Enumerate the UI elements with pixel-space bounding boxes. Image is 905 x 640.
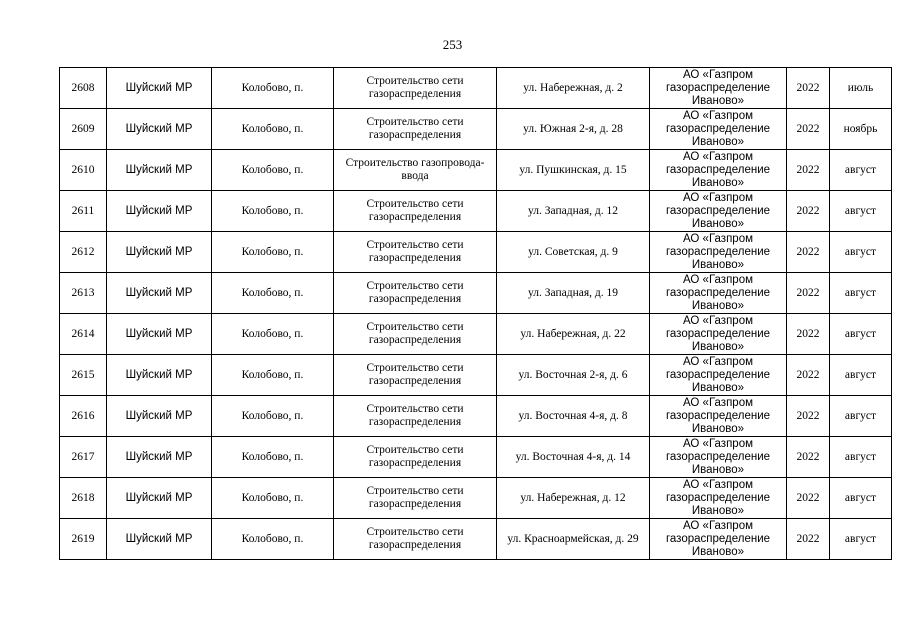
year-cell: 2022 <box>787 273 830 314</box>
year-cell: 2022 <box>787 396 830 437</box>
locality-cell: Колобово, п. <box>212 191 334 232</box>
district-cell: Шуйский МР <box>107 437 212 478</box>
organization-cell: АО «Газпром газораспределение Иваново» <box>650 314 787 355</box>
address-cell: ул. Восточная 2-я, д. 6 <box>497 355 650 396</box>
work-type-cell: Строительство сети газораспределения <box>334 273 497 314</box>
locality-cell: Колобово, п. <box>212 519 334 560</box>
address-cell: ул. Западная, д. 12 <box>497 191 650 232</box>
gas-works-table <box>59 67 892 560</box>
table-row <box>60 355 892 396</box>
address-cell: ул. Советская, д. 9 <box>497 232 650 273</box>
organization-cell: АО «Газпром газораспределение Иваново» <box>650 273 787 314</box>
district-cell: Шуйский МР <box>107 68 212 109</box>
month-cell: август <box>830 519 892 560</box>
year-cell: 2022 <box>787 191 830 232</box>
work-type-cell: Строительство сети газораспределения <box>334 437 497 478</box>
address-cell: ул. Набережная, д. 12 <box>497 478 650 519</box>
work-type-cell: Строительство сети газораспределения <box>334 109 497 150</box>
row-number-cell: 2612 <box>60 232 107 273</box>
organization-cell: АО «Газпром газораспределение Иваново» <box>650 68 787 109</box>
table-row <box>60 232 892 273</box>
district-cell: Шуйский МР <box>107 191 212 232</box>
row-number-cell: 2608 <box>60 68 107 109</box>
district-cell: Шуйский МР <box>107 109 212 150</box>
month-cell: август <box>830 314 892 355</box>
row-number-cell: 2610 <box>60 150 107 191</box>
year-cell: 2022 <box>787 478 830 519</box>
address-cell: ул. Набережная, д. 22 <box>497 314 650 355</box>
year-cell: 2022 <box>787 355 830 396</box>
organization-cell: АО «Газпром газораспределение Иваново» <box>650 109 787 150</box>
month-cell: август <box>830 273 892 314</box>
work-type-cell: Строительство газопровода-ввода <box>334 150 497 191</box>
locality-cell: Колобово, п. <box>212 478 334 519</box>
locality-cell: Колобово, п. <box>212 273 334 314</box>
work-type-cell: Строительство сети газораспределения <box>334 519 497 560</box>
row-number-cell: 2615 <box>60 355 107 396</box>
table-row <box>60 150 892 191</box>
month-cell: август <box>830 478 892 519</box>
table-row <box>60 109 892 150</box>
district-cell: Шуйский МР <box>107 232 212 273</box>
row-number-cell: 2611 <box>60 191 107 232</box>
work-type-cell: Строительство сети газораспределения <box>334 478 497 519</box>
locality-cell: Колобово, п. <box>212 232 334 273</box>
table-row <box>60 273 892 314</box>
year-cell: 2022 <box>787 314 830 355</box>
month-cell: ноябрь <box>830 109 892 150</box>
month-cell: август <box>830 355 892 396</box>
month-cell: июль <box>830 68 892 109</box>
row-number-cell: 2619 <box>60 519 107 560</box>
organization-cell: АО «Газпром газораспределение Иваново» <box>650 150 787 191</box>
year-cell: 2022 <box>787 232 830 273</box>
organization-cell: АО «Газпром газораспределение Иваново» <box>650 519 787 560</box>
locality-cell: Колобово, п. <box>212 150 334 191</box>
year-cell: 2022 <box>787 150 830 191</box>
row-number-cell: 2613 <box>60 273 107 314</box>
table-row <box>60 437 892 478</box>
work-type-cell: Строительство сети газораспределения <box>334 396 497 437</box>
district-cell: Шуйский МР <box>107 314 212 355</box>
locality-cell: Колобово, п. <box>212 396 334 437</box>
organization-cell: АО «Газпром газораспределение Иваново» <box>650 396 787 437</box>
row-number-cell: 2609 <box>60 109 107 150</box>
district-cell: Шуйский МР <box>107 273 212 314</box>
page-number: 253 <box>442 37 463 52</box>
district-cell: Шуйский МР <box>107 150 212 191</box>
locality-cell: Колобово, п. <box>212 355 334 396</box>
work-type-cell: Строительство сети газораспределения <box>334 355 497 396</box>
row-number-cell: 2616 <box>60 396 107 437</box>
address-cell: ул. Южная 2-я, д. 28 <box>497 109 650 150</box>
year-cell: 2022 <box>787 519 830 560</box>
year-cell: 2022 <box>787 68 830 109</box>
locality-cell: Колобово, п. <box>212 109 334 150</box>
organization-cell: АО «Газпром газораспределение Иваново» <box>650 478 787 519</box>
table-row <box>60 396 892 437</box>
work-type-cell: Строительство сети газораспределения <box>334 191 497 232</box>
work-type-cell: Строительство сети газораспределения <box>334 68 497 109</box>
table-row <box>60 519 892 560</box>
address-cell: ул. Набережная, д. 2 <box>497 68 650 109</box>
address-cell: ул. Восточная 4-я, д. 8 <box>497 396 650 437</box>
address-cell: ул. Восточная 4-я, д. 14 <box>497 437 650 478</box>
row-number-cell: 2617 <box>60 437 107 478</box>
year-cell: 2022 <box>787 437 830 478</box>
table-row <box>60 191 892 232</box>
district-cell: Шуйский МР <box>107 519 212 560</box>
month-cell: август <box>830 232 892 273</box>
district-cell: Шуйский МР <box>107 478 212 519</box>
locality-cell: Колобово, п. <box>212 68 334 109</box>
organization-cell: АО «Газпром газораспределение Иваново» <box>650 355 787 396</box>
table-row <box>60 314 892 355</box>
table-body <box>60 68 892 560</box>
month-cell: август <box>830 191 892 232</box>
address-cell: ул. Западная, д. 19 <box>497 273 650 314</box>
address-cell: ул. Красноармейская, д. 29 <box>497 519 650 560</box>
year-cell: 2022 <box>787 109 830 150</box>
locality-cell: Колобово, п. <box>212 437 334 478</box>
month-cell: август <box>830 437 892 478</box>
work-type-cell: Строительство сети газораспределения <box>334 314 497 355</box>
address-cell: ул. Пушкинская, д. 15 <box>497 150 650 191</box>
locality-cell: Колобово, п. <box>212 314 334 355</box>
work-type-cell: Строительство сети газораспределения <box>334 232 497 273</box>
district-cell: Шуйский МР <box>107 396 212 437</box>
organization-cell: АО «Газпром газораспределение Иваново» <box>650 191 787 232</box>
row-number-cell: 2614 <box>60 314 107 355</box>
row-number-cell: 2618 <box>60 478 107 519</box>
district-cell: Шуйский МР <box>107 355 212 396</box>
month-cell: август <box>830 150 892 191</box>
organization-cell: АО «Газпром газораспределение Иваново» <box>650 437 787 478</box>
table-row <box>60 478 892 519</box>
organization-cell: АО «Газпром газораспределение Иваново» <box>650 232 787 273</box>
table-row <box>60 68 892 109</box>
month-cell: август <box>830 396 892 437</box>
